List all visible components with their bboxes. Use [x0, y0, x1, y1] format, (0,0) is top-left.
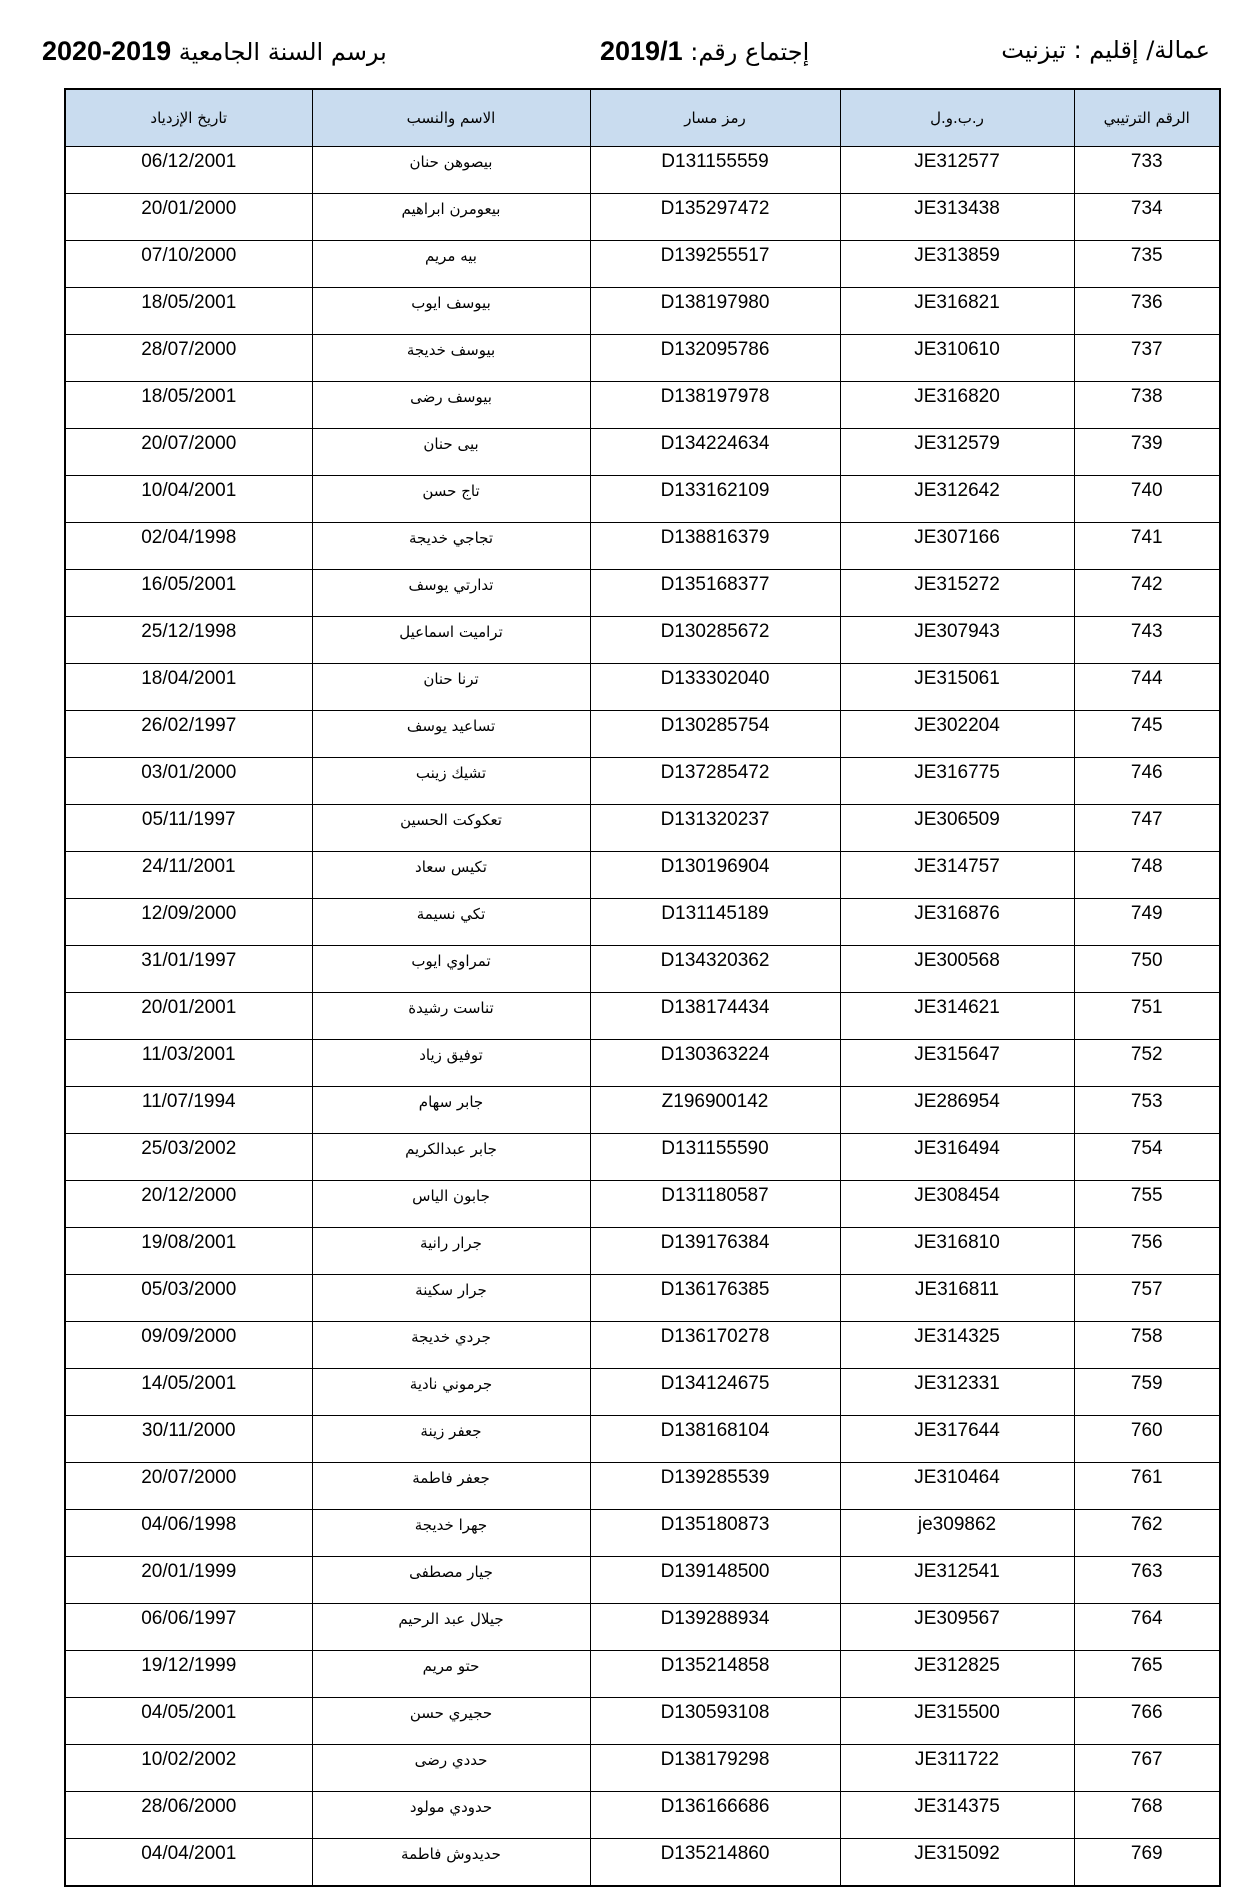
order-number-cell: 740	[1074, 476, 1220, 523]
birth-date-cell: 02/04/1998	[65, 523, 312, 570]
table-row	[65, 1651, 1220, 1698]
order-number-cell: 735	[1074, 241, 1220, 288]
table-row	[65, 429, 1220, 476]
birth-date-cell: 20/07/2000	[65, 429, 312, 476]
cne-cell: JE310464	[840, 1463, 1074, 1510]
table-row	[65, 476, 1220, 523]
column-header-full-name: الاسم والنسب	[312, 89, 590, 147]
full-name-cell: جيار مصطفى	[312, 1557, 590, 1604]
order-number-cell: 741	[1074, 523, 1220, 570]
cne-cell: JE312541	[840, 1557, 1074, 1604]
massar-code-cell: D138179298	[590, 1745, 840, 1792]
cne-cell: JE312579	[840, 429, 1074, 476]
full-name-cell: ترنا حنان	[312, 664, 590, 711]
order-number-cell: 759	[1074, 1369, 1220, 1416]
massar-code-cell: D131180587	[590, 1181, 840, 1228]
table-row	[65, 335, 1220, 382]
birth-date-cell: 11/07/1994	[65, 1087, 312, 1134]
cne-cell: JE302204	[840, 711, 1074, 758]
massar-code-cell: D134224634	[590, 429, 840, 476]
table-row	[65, 1228, 1220, 1275]
massar-code-cell: D130363224	[590, 1040, 840, 1087]
massar-code-cell: D138816379	[590, 523, 840, 570]
birth-date-cell: 04/04/2001	[65, 1839, 312, 1887]
table-row	[65, 805, 1220, 852]
order-number-cell: 769	[1074, 1839, 1220, 1887]
full-name-cell: جرموني نادية	[312, 1369, 590, 1416]
table-row	[65, 1698, 1220, 1745]
order-number-cell: 763	[1074, 1557, 1220, 1604]
order-number-cell: 750	[1074, 946, 1220, 993]
cne-cell: je309862	[840, 1510, 1074, 1557]
massar-code-cell: D131155559	[590, 147, 840, 194]
massar-code-cell: D139176384	[590, 1228, 840, 1275]
order-number-cell: 751	[1074, 993, 1220, 1040]
table-row	[65, 1510, 1220, 1557]
order-number-cell: 761	[1074, 1463, 1220, 1510]
birth-date-cell: 10/02/2002	[65, 1745, 312, 1792]
massar-code-cell: D134124675	[590, 1369, 840, 1416]
cne-cell: JE313438	[840, 194, 1074, 241]
column-header-cne: ر.ب.و.ل	[840, 89, 1074, 147]
cne-cell: JE316820	[840, 382, 1074, 429]
order-number-cell: 768	[1074, 1792, 1220, 1839]
full-name-cell: جابر عبدالكريم	[312, 1134, 590, 1181]
order-number-cell: 738	[1074, 382, 1220, 429]
table-row	[65, 570, 1220, 617]
table-row	[65, 1745, 1220, 1792]
order-number-cell: 760	[1074, 1416, 1220, 1463]
full-name-cell: بيى حنان	[312, 429, 590, 476]
table-row	[65, 1416, 1220, 1463]
cne-cell: JE316876	[840, 899, 1074, 946]
birth-date-cell: 20/01/2001	[65, 993, 312, 1040]
full-name-cell: جهرا خديجة	[312, 1510, 590, 1557]
massar-code-cell: D135180873	[590, 1510, 840, 1557]
order-number-cell: 767	[1074, 1745, 1220, 1792]
table-row	[65, 1275, 1220, 1322]
full-name-cell: تجاجي خديجة	[312, 523, 590, 570]
birth-date-cell: 04/05/2001	[65, 1698, 312, 1745]
massar-code-cell: D135214860	[590, 1839, 840, 1887]
table-row	[65, 382, 1220, 429]
cne-cell: JE315647	[840, 1040, 1074, 1087]
order-number-cell: 765	[1074, 1651, 1220, 1698]
cne-cell: JE317644	[840, 1416, 1074, 1463]
column-header-order-number: الرقم الترتيبي	[1074, 89, 1220, 147]
full-name-cell: جرار رانية	[312, 1228, 590, 1275]
full-name-cell: تاج حسن	[312, 476, 590, 523]
birth-date-cell: 20/01/2000	[65, 194, 312, 241]
table-row	[65, 523, 1220, 570]
cne-cell: JE312331	[840, 1369, 1074, 1416]
order-number-cell: 745	[1074, 711, 1220, 758]
birth-date-cell: 19/12/1999	[65, 1651, 312, 1698]
birth-date-cell: 20/12/2000	[65, 1181, 312, 1228]
order-number-cell: 737	[1074, 335, 1220, 382]
column-header-massar-code: رمز مسار	[590, 89, 840, 147]
full-name-cell: حدودي مولود	[312, 1792, 590, 1839]
order-number-cell: 749	[1074, 899, 1220, 946]
birth-date-cell: 25/12/1998	[65, 617, 312, 664]
full-name-cell: بيصوهن حنان	[312, 147, 590, 194]
full-name-cell: جعفر فاطمة	[312, 1463, 590, 1510]
full-name-cell: تساعيد يوسف	[312, 711, 590, 758]
massar-code-cell: D137285472	[590, 758, 840, 805]
massar-code-cell: D132095786	[590, 335, 840, 382]
massar-code-cell: D136170278	[590, 1322, 840, 1369]
order-number-cell: 753	[1074, 1087, 1220, 1134]
birth-date-cell: 18/05/2001	[65, 382, 312, 429]
cne-cell: JE311722	[840, 1745, 1074, 1792]
birth-date-cell: 16/05/2001	[65, 570, 312, 617]
massar-code-cell: D139148500	[590, 1557, 840, 1604]
full-name-cell: جيلال عبد الرحيم	[312, 1604, 590, 1651]
full-name-cell: بيعومرن ابراهيم	[312, 194, 590, 241]
birth-date-cell: 12/09/2000	[65, 899, 312, 946]
table-row	[65, 1839, 1220, 1887]
massar-code-cell: D131155590	[590, 1134, 840, 1181]
massar-code-cell: D136176385	[590, 1275, 840, 1322]
birth-date-cell: 28/06/2000	[65, 1792, 312, 1839]
full-name-cell: حددي رضى	[312, 1745, 590, 1792]
cne-cell: JE314375	[840, 1792, 1074, 1839]
full-name-cell: تناست رشيدة	[312, 993, 590, 1040]
birth-date-cell: 20/07/2000	[65, 1463, 312, 1510]
birth-date-cell: 06/12/2001	[65, 147, 312, 194]
table-row	[65, 1792, 1220, 1839]
table-row	[65, 1369, 1220, 1416]
birth-date-cell: 04/06/1998	[65, 1510, 312, 1557]
full-name-cell: تكي نسيمة	[312, 899, 590, 946]
birth-date-cell: 18/05/2001	[65, 288, 312, 335]
massar-code-cell: D133302040	[590, 664, 840, 711]
massar-code-cell: D138168104	[590, 1416, 840, 1463]
order-number-cell: 748	[1074, 852, 1220, 899]
full-name-cell: بيه مريم	[312, 241, 590, 288]
table-row	[65, 194, 1220, 241]
birth-date-cell: 07/10/2000	[65, 241, 312, 288]
table-row	[65, 711, 1220, 758]
full-name-cell: جابر سهام	[312, 1087, 590, 1134]
cne-cell: JE308454	[840, 1181, 1074, 1228]
order-number-cell: 746	[1074, 758, 1220, 805]
cne-cell: JE316775	[840, 758, 1074, 805]
order-number-cell: 756	[1074, 1228, 1220, 1275]
table-row	[65, 617, 1220, 664]
cne-cell: JE315092	[840, 1839, 1074, 1887]
birth-date-cell: 09/09/2000	[65, 1322, 312, 1369]
cne-cell: JE315061	[840, 664, 1074, 711]
full-name-cell: تدارتي يوسف	[312, 570, 590, 617]
order-number-cell: 739	[1074, 429, 1220, 476]
massar-code-cell: D139255517	[590, 241, 840, 288]
massar-code-cell: D133162109	[590, 476, 840, 523]
table-row	[65, 1604, 1220, 1651]
full-name-cell: بيوسف ايوب	[312, 288, 590, 335]
column-header-birth-date: تاريخ الإزدياد	[65, 89, 312, 147]
massar-code-cell: D130285754	[590, 711, 840, 758]
meeting-label: إجتماع رقم:	[690, 38, 810, 66]
cne-cell: JE313859	[840, 241, 1074, 288]
document-header	[40, 36, 1220, 80]
full-name-cell: تمراوي ايوب	[312, 946, 590, 993]
order-number-cell: 764	[1074, 1604, 1220, 1651]
table-row	[65, 241, 1220, 288]
birth-date-cell: 28/07/2000	[65, 335, 312, 382]
cne-cell: JE310610	[840, 335, 1074, 382]
cne-cell: JE314757	[840, 852, 1074, 899]
table-row	[65, 758, 1220, 805]
massar-code-cell: D131145189	[590, 899, 840, 946]
cne-cell: JE306509	[840, 805, 1074, 852]
order-number-cell: 733	[1074, 147, 1220, 194]
birth-date-cell: 06/06/1997	[65, 1604, 312, 1651]
birth-date-cell: 10/04/2001	[65, 476, 312, 523]
order-number-cell: 762	[1074, 1510, 1220, 1557]
massar-code-cell: D138197980	[590, 288, 840, 335]
cne-cell: JE315272	[840, 570, 1074, 617]
table-row	[65, 993, 1220, 1040]
full-name-cell: تراميت اسماعيل	[312, 617, 590, 664]
table-row	[65, 1181, 1220, 1228]
birth-date-cell: 30/11/2000	[65, 1416, 312, 1463]
table-row	[65, 852, 1220, 899]
full-name-cell: جرار سكينة	[312, 1275, 590, 1322]
cne-cell: JE315500	[840, 1698, 1074, 1745]
meeting-info	[600, 36, 809, 67]
massar-code-cell: D135297472	[590, 194, 840, 241]
academic-year: 2020-2019	[42, 36, 172, 66]
table-row	[65, 1134, 1220, 1181]
birth-date-cell: 11/03/2001	[65, 1040, 312, 1087]
cne-cell: JE307943	[840, 617, 1074, 664]
full-name-cell: حديدوش فاطمة	[312, 1839, 590, 1887]
massar-code-cell: D136166686	[590, 1792, 840, 1839]
massar-code-cell: D130593108	[590, 1698, 840, 1745]
massar-code-cell: D138197978	[590, 382, 840, 429]
birth-date-cell: 20/01/1999	[65, 1557, 312, 1604]
massar-code-cell: D139288934	[590, 1604, 840, 1651]
cne-cell: JE314621	[840, 993, 1074, 1040]
massar-code-cell: D135168377	[590, 570, 840, 617]
order-number-cell: 744	[1074, 664, 1220, 711]
birth-date-cell: 26/02/1997	[65, 711, 312, 758]
students-table	[64, 88, 1221, 1887]
full-name-cell: جردي خديجة	[312, 1322, 590, 1369]
order-number-cell: 747	[1074, 805, 1220, 852]
cne-cell: JE316494	[840, 1134, 1074, 1181]
full-name-cell: جعفر زينة	[312, 1416, 590, 1463]
order-number-cell: 742	[1074, 570, 1220, 617]
order-number-cell: 736	[1074, 288, 1220, 335]
order-number-cell: 752	[1074, 1040, 1220, 1087]
table-row	[65, 899, 1220, 946]
birth-date-cell: 03/01/2000	[65, 758, 312, 805]
order-number-cell: 757	[1074, 1275, 1220, 1322]
cne-cell: JE309567	[840, 1604, 1074, 1651]
massar-code-cell: D138174434	[590, 993, 840, 1040]
table-row	[65, 1557, 1220, 1604]
table-row	[65, 1322, 1220, 1369]
birth-date-cell: 25/03/2002	[65, 1134, 312, 1181]
table-row	[65, 1087, 1220, 1134]
massar-code-cell: D139285539	[590, 1463, 840, 1510]
birth-date-cell: 24/11/2001	[65, 852, 312, 899]
table-row	[65, 1040, 1220, 1087]
cne-cell: JE307166	[840, 523, 1074, 570]
cne-cell: JE286954	[840, 1087, 1074, 1134]
full-name-cell: بيوسف رضى	[312, 382, 590, 429]
academic-year-label: برسم السنة الجامعية	[178, 38, 387, 66]
massar-code-cell: D131320237	[590, 805, 840, 852]
table-row	[65, 147, 1220, 194]
cne-cell: JE312642	[840, 476, 1074, 523]
table-row	[65, 1463, 1220, 1510]
region-label: عمالة/ إقليم : تيزنيت	[1001, 36, 1210, 64]
cne-cell: JE316810	[840, 1228, 1074, 1275]
table-row	[65, 288, 1220, 335]
massar-code-cell: D130285672	[590, 617, 840, 664]
massar-code-cell: Z196900142	[590, 1087, 840, 1134]
birth-date-cell: 05/11/1997	[65, 805, 312, 852]
order-number-cell: 766	[1074, 1698, 1220, 1745]
massar-code-cell: D130196904	[590, 852, 840, 899]
table-row	[65, 664, 1220, 711]
cne-cell: JE316821	[840, 288, 1074, 335]
order-number-cell: 758	[1074, 1322, 1220, 1369]
birth-date-cell: 14/05/2001	[65, 1369, 312, 1416]
table-header-row	[65, 89, 1220, 147]
full-name-cell: تكيس سعاد	[312, 852, 590, 899]
order-number-cell: 743	[1074, 617, 1220, 664]
birth-date-cell: 19/08/2001	[65, 1228, 312, 1275]
cne-cell: JE316811	[840, 1275, 1074, 1322]
cne-cell: JE314325	[840, 1322, 1074, 1369]
full-name-cell: جابون الياس	[312, 1181, 590, 1228]
massar-code-cell: D134320362	[590, 946, 840, 993]
order-number-cell: 755	[1074, 1181, 1220, 1228]
full-name-cell: بيوسف خديجة	[312, 335, 590, 382]
full-name-cell: تعكوكت الحسين	[312, 805, 590, 852]
massar-code-cell: D135214858	[590, 1651, 840, 1698]
cne-cell: JE312577	[840, 147, 1074, 194]
full-name-cell: حجيري حسن	[312, 1698, 590, 1745]
table-row	[65, 946, 1220, 993]
cne-cell: JE300568	[840, 946, 1074, 993]
full-name-cell: تشيك زينب	[312, 758, 590, 805]
order-number-cell: 754	[1074, 1134, 1220, 1181]
meeting-number: 2019/1	[600, 36, 683, 66]
full-name-cell: حتو مريم	[312, 1651, 590, 1698]
cne-cell: JE312825	[840, 1651, 1074, 1698]
order-number-cell: 734	[1074, 194, 1220, 241]
birth-date-cell: 05/03/2000	[65, 1275, 312, 1322]
birth-date-cell: 31/01/1997	[65, 946, 312, 993]
birth-date-cell: 18/04/2001	[65, 664, 312, 711]
academic-year-info	[42, 36, 387, 67]
full-name-cell: توفيق زياد	[312, 1040, 590, 1087]
